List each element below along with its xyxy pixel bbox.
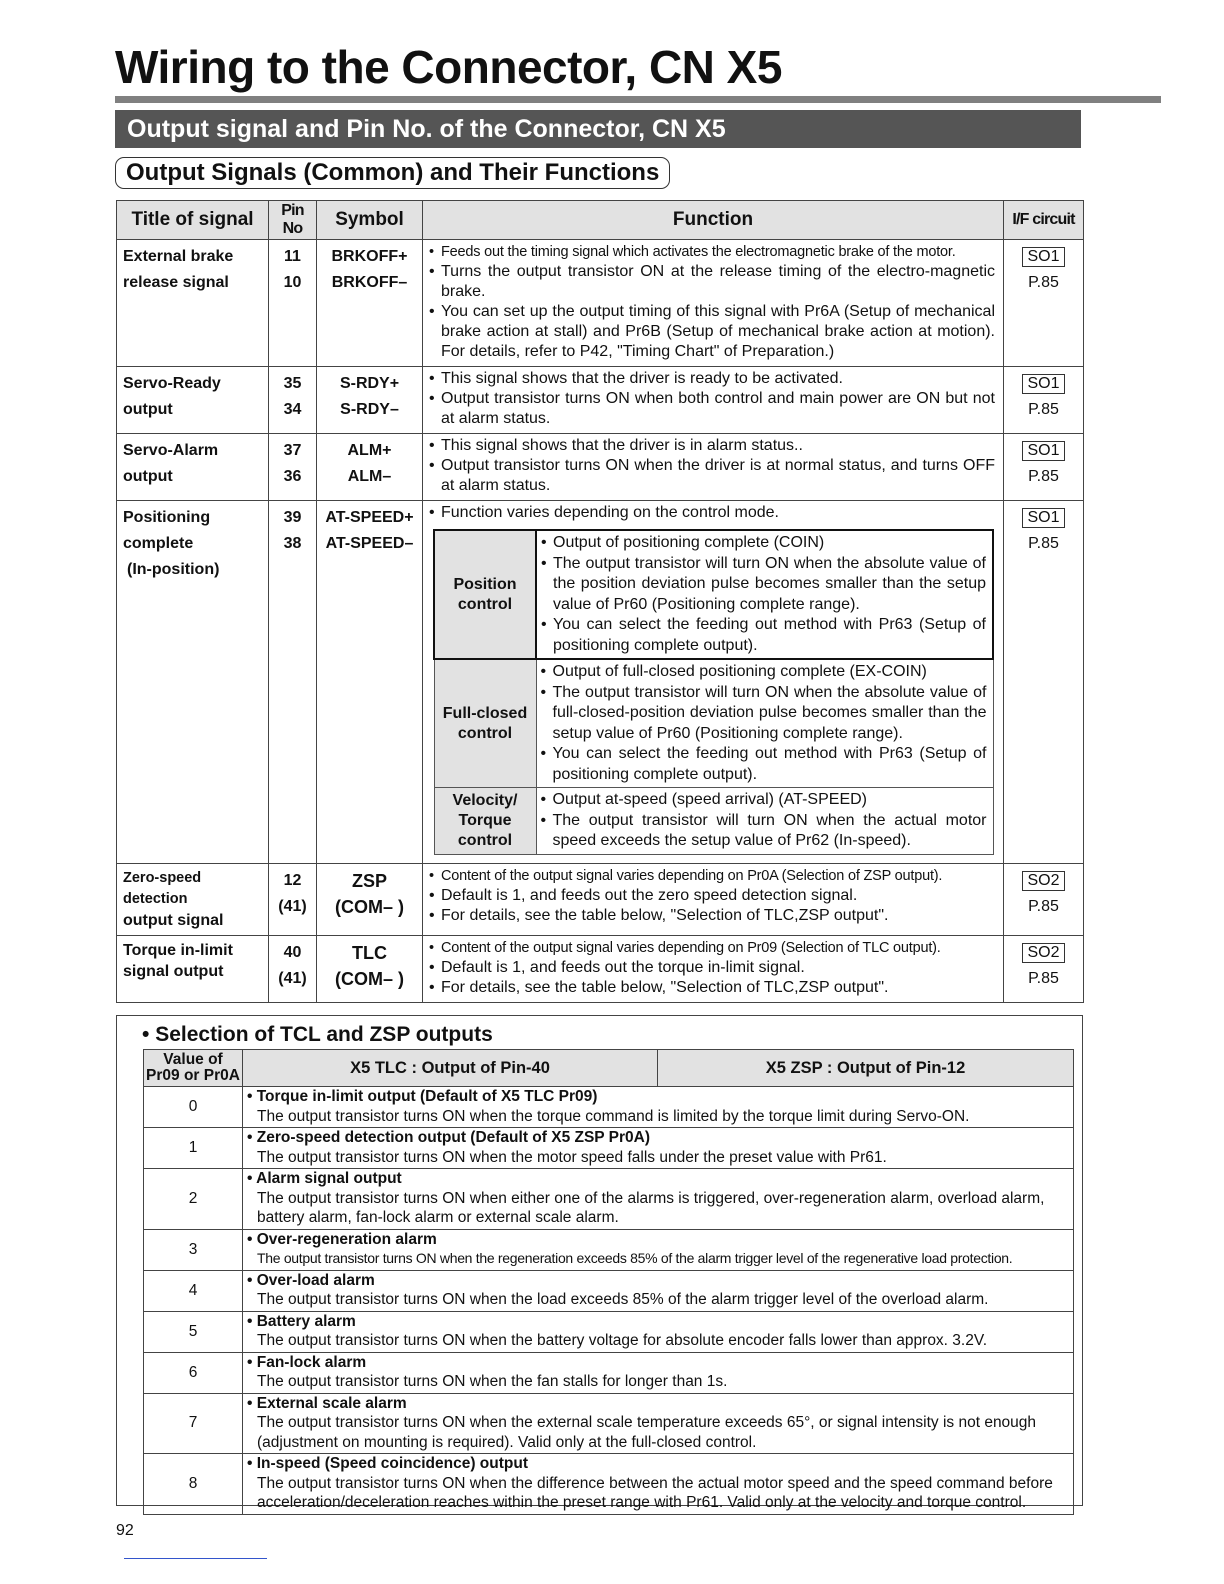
header-symbol: Symbol	[317, 201, 423, 240]
if-circuit	[1004, 434, 1084, 501]
pin-no	[269, 935, 317, 1002]
option-description: The output transistor turns ON when the motor speed falls under the preset value with Pr61.	[257, 1148, 887, 1166]
table-header-row	[117, 201, 1084, 240]
pin-value: 39	[283, 509, 302, 526]
option-heading-text: Fan-lock alarm	[256, 1353, 367, 1371]
page-title: Wiring to the Connector, CN X5	[115, 41, 782, 93]
title-line: (In-position)	[127, 561, 220, 578]
selection-row	[144, 1270, 1074, 1311]
header-zsp: X5 ZSP : Output of Pin-12	[658, 1050, 1074, 1087]
bullet: • For details, see the table below, "Selection of TLC,ZSP output".	[429, 978, 995, 998]
signal-title	[117, 367, 269, 434]
bullet: • Output transistor turns ON when both control and main power are ON but not at alarm status.	[429, 390, 995, 427]
description-cell	[243, 1128, 1074, 1169]
value-cell: 3	[144, 1229, 243, 1270]
title-line: External brake	[123, 248, 234, 265]
footer-rule	[124, 1558, 267, 1559]
title-line: complete	[123, 535, 194, 552]
table-row	[117, 240, 1084, 367]
title-line: Servo-Alarm	[123, 442, 219, 459]
symbol-value: S-RDY–	[340, 401, 399, 418]
bullet-text: Content of the output signal varies depending on Pr0A (Selection of ZSP output).	[441, 867, 943, 884]
table-row	[117, 501, 1084, 864]
table-row	[117, 367, 1084, 434]
bullet: • Output transistor turns ON when the driver is at normal status, and turns OFF at alarm status.	[429, 457, 995, 494]
bullet-text: Feeds out the timing signal which activates the electromagnetic brake of the motor.	[441, 244, 956, 260]
pin-no	[269, 501, 317, 864]
circuit-code: SO1	[1022, 247, 1064, 267]
bullet-text: Content of the output signal varies depending on Pr09 (Selection of TLC output).	[441, 939, 941, 956]
bullet: • Feeds out the timing signal which activates the electromagnetic brake of the motor.	[429, 242, 995, 262]
bullet-text: Function varies depending on the control mode.	[441, 504, 779, 521]
value-cell: 6	[144, 1352, 243, 1393]
option-description: The output transistor turns ON when the difference between the actual motor speed and the speed command before acceleration/deceleration reaches within the preset range with Pr61. Valid only at the velocity and torque control.	[257, 1474, 1053, 1511]
mode-row	[434, 530, 993, 659]
bullet: • The output transistor will turn ON when the absolute value of full-closed-position deviation pulse becomes smaller than the setup value of Pr60 (Positioning complete range).	[541, 683, 987, 745]
function	[423, 240, 1004, 367]
symbol	[317, 935, 423, 1002]
option-heading: • Alarm signal output	[247, 1170, 402, 1187]
title-line: output	[123, 401, 173, 418]
symbol	[317, 863, 423, 935]
pin-value: 11	[284, 248, 301, 265]
selection-row	[144, 1087, 1074, 1128]
mode-desc	[536, 530, 993, 659]
control-mode-table	[433, 529, 994, 855]
header-line: Pr09 or Pr0A	[146, 1067, 240, 1084]
bullet-text: You can select the feeding out method with Pr63 (Setup of positioning complete output).	[552, 745, 987, 783]
title-rule	[115, 96, 1161, 103]
pin-no	[269, 367, 317, 434]
function	[423, 434, 1004, 501]
mode-name	[434, 659, 536, 788]
bullet-text: You can select the feeding out method with Pr63 (Setup of positioning complete output).	[553, 616, 986, 654]
option-heading-text: Over-regeneration alarm	[256, 1230, 437, 1248]
page-ref: P.85	[1028, 468, 1059, 485]
symbol	[317, 367, 423, 434]
mode-name-line: Full-closed	[442, 704, 528, 722]
if-circuit	[1004, 935, 1084, 1002]
title-line: Zero-speed	[123, 869, 202, 886]
bullet-text: Default is 1, and feeds out the torque in-limit signal.	[441, 958, 805, 976]
bullet-text: For details, see the table below, "Selection of TLC,ZSP output".	[441, 978, 889, 996]
bullet: • Function varies depending on the control mode.	[429, 503, 995, 523]
circuit-code: SO1	[1022, 441, 1064, 461]
bullet-text: The output transistor will turn ON when the actual motor speed exceeds the setup value of Pr62 (In-speed).	[552, 811, 987, 849]
subsection-heading: Output Signals (Common) and Their Functions	[115, 157, 670, 189]
bullet-text: Turns the output transistor ON at the release timing of the electro-magnetic brake.	[441, 263, 995, 300]
symbol-value: ALM+	[347, 442, 392, 459]
circuit-code: SO1	[1022, 374, 1064, 394]
output-signals-table	[116, 200, 1084, 1003]
function	[423, 863, 1004, 935]
bullet: • Content of the output signal varies depending on Pr0A (Selection of ZSP output).	[429, 866, 995, 886]
selection-title: • Selection of TCL and ZSP outputs	[142, 1023, 493, 1046]
option-description: The output transistor turns ON when the external scale temperature exceeds 65°, or signal intensity is not enough (adjustment on mounting is required). Valid only at the full-closed control.	[257, 1414, 1037, 1451]
option-description: The output transistor turns ON when the torque command is limited by the torque limit during Servo-ON.	[257, 1107, 970, 1125]
option-description: The output transistor turns ON when the load exceeds 85% of the alarm trigger level of the overload alarm.	[257, 1291, 989, 1308]
symbol-value: ZSP	[351, 870, 387, 891]
option-heading-text: External scale alarm	[256, 1394, 407, 1412]
symbol-value: (COM– )	[335, 896, 404, 917]
symbol-value: AT-SPEED+	[325, 509, 414, 526]
option-description: The output transistor turns ON when the regeneration exceeds 85% of the alarm trigger level of the regenerative load protection.	[257, 1250, 1013, 1266]
symbol-value: BRKOFF+	[331, 248, 408, 265]
title-line: output	[123, 468, 173, 485]
circuit-code: SO2	[1022, 871, 1064, 891]
header-line: Value of	[163, 1051, 223, 1068]
signal-title	[117, 863, 269, 935]
option-description: The output transistor turns ON when either one of the alarms is triggered, over-regeneration alarm, overload alarm, battery alarm, fan-lock alarm or external scale alarm.	[257, 1189, 1045, 1226]
mode-desc	[536, 659, 993, 788]
mode-name	[434, 530, 536, 659]
option-heading-text: In-speed (Speed coincidence) output	[256, 1455, 529, 1472]
table-row	[117, 935, 1084, 1002]
page-ref: P.85	[1028, 535, 1059, 552]
option-heading-text: Zero-speed detection output (Default of X5 ZSP Pr0A)	[256, 1129, 651, 1146]
bullet-text: This signal shows that the driver is in alarm status..	[441, 437, 803, 454]
selection-row	[144, 1128, 1074, 1169]
page-ref: P.85	[1028, 897, 1059, 915]
mode-name-line: Position	[453, 575, 517, 593]
value-cell: 0	[144, 1087, 243, 1128]
function	[423, 501, 1004, 864]
bullet: • Output of full-closed positioning complete (EX-COIN)	[541, 662, 987, 683]
bullet-text: The output transistor will turn ON when the absolute value of the position deviation pulse becomes smaller than the setup value of Pr60 (Positioning complete range).	[553, 554, 986, 613]
mode-name-line: control	[457, 595, 513, 613]
description-cell	[243, 1393, 1074, 1454]
option-heading: • Zero-speed detection output (Default of X5 ZSP Pr0A)	[247, 1129, 651, 1146]
symbol-value: AT-SPEED–	[325, 535, 414, 552]
description-cell	[243, 1352, 1074, 1393]
bullet-text: Default is 1, and feeds out the zero speed detection signal.	[441, 886, 858, 904]
pin-value: 12	[283, 871, 302, 889]
option-heading: • Torque in-limit output (Default of X5 TLC Pr09)	[247, 1088, 598, 1105]
header-function: Function	[423, 201, 1004, 240]
circuit-code: SO2	[1022, 943, 1064, 963]
option-heading: • External scale alarm	[247, 1394, 407, 1412]
signal-title	[117, 501, 269, 864]
description-cell	[243, 1270, 1074, 1311]
selection-table	[143, 1049, 1074, 1515]
bullet: • Turns the output transistor ON at the release timing of the electro-magnetic brake.	[429, 263, 995, 300]
title-line: release signal	[123, 274, 229, 291]
selection-title-text: Selection of TCL and ZSP outputs	[155, 1023, 493, 1046]
bullet: • You can set up the output timing of this signal with Pr6A (Setup of mechanical brake action at stall) and Pr6B (Setup of mechanical brake action at motion). For details, refer to P42, "Timing Chart" of Preparation.)	[429, 303, 995, 360]
option-heading-text: Alarm signal output	[256, 1170, 402, 1187]
bullet-text: Output of full-closed positioning complete (EX-COIN)	[552, 663, 927, 680]
selection-row	[144, 1454, 1074, 1515]
bullet-text: You can set up the output timing of this signal with Pr6A (Setup of mechanical brake action at stall) and Pr6B (Setup of mechanical brake action at motion). For details, refer to P42, "Timing Chart" of Preparation.)	[441, 303, 995, 360]
page-number: 92	[116, 1522, 134, 1539]
bullet: • This signal shows that the driver is in alarm status..	[429, 436, 995, 456]
bullet-text: For details, see the table below, "Selection of TLC,ZSP output".	[441, 906, 889, 924]
description-cell	[243, 1229, 1074, 1270]
symbol	[317, 240, 423, 367]
page-ref: P.85	[1028, 274, 1059, 291]
header-title: Title of signal	[117, 201, 269, 240]
value-cell: 5	[144, 1311, 243, 1352]
title-line: detection	[123, 890, 188, 907]
mode-name-line: control	[457, 724, 513, 742]
if-circuit	[1004, 501, 1084, 864]
header-if: I/F circuit	[1004, 201, 1084, 240]
symbol	[317, 501, 423, 864]
function	[423, 935, 1004, 1002]
symbol-value: ALM–	[347, 468, 392, 485]
bullet-text: Output transistor turns ON when both control and main power are ON but not at alarm status.	[441, 390, 995, 427]
bullet: • Default is 1, and feeds out the zero speed detection signal.	[429, 886, 995, 906]
selection-row	[144, 1352, 1074, 1393]
mode-name-line: control	[457, 831, 513, 849]
pin-value: 37	[283, 442, 302, 459]
description-cell	[243, 1087, 1074, 1128]
selection-row	[144, 1169, 1074, 1230]
option-description: The output transistor turns ON when the battery voltage for absolute encoder falls lower than approx. 3.2V.	[257, 1332, 988, 1349]
option-description: The output transistor turns ON when the fan stalls for longer than 1s.	[257, 1373, 728, 1390]
table-row	[117, 863, 1084, 935]
title-line: output signal	[123, 911, 224, 929]
bullet: • The output transistor will turn ON when the actual motor speed exceeds the setup value of Pr62 (In-speed).	[541, 811, 987, 852]
mode-row	[434, 659, 993, 788]
pin-value: 40	[283, 943, 302, 961]
signal-title	[117, 240, 269, 367]
pin-value: 10	[283, 274, 302, 291]
option-heading-text: Battery alarm	[256, 1312, 356, 1330]
description-cell	[243, 1311, 1074, 1352]
symbol-value: S-RDY+	[339, 375, 400, 392]
function	[423, 367, 1004, 434]
bullet-text: The output transistor will turn ON when the absolute value of full-closed-position deviation pulse becomes smaller than the setup value of Pr60 (Positioning complete range).	[552, 683, 987, 742]
bullet-text: Output of positioning complete (COIN)	[553, 534, 825, 551]
symbol-value: TLC	[352, 942, 387, 963]
title-line: signal output	[123, 962, 224, 980]
description-cell	[243, 1454, 1074, 1515]
bullet: • Output of positioning complete (COIN)	[541, 533, 986, 554]
option-heading-text: Over-load alarm	[256, 1271, 375, 1289]
bullet: • For details, see the table below, "Selection of TLC,ZSP output".	[429, 906, 995, 926]
option-heading: • Over-load alarm	[247, 1271, 375, 1289]
pin-value: (41)	[278, 969, 307, 987]
value-cell: 7	[144, 1393, 243, 1454]
signal-title	[117, 935, 269, 1002]
signal-title	[117, 434, 269, 501]
bullet: • Default is 1, and feeds out the torque in-limit signal.	[429, 958, 995, 978]
circuit-code: SO1	[1022, 508, 1064, 528]
option-heading: • Over-regeneration alarm	[247, 1230, 437, 1248]
description-cell	[243, 1169, 1074, 1230]
if-circuit	[1004, 240, 1084, 367]
symbol-value: BRKOFF–	[331, 274, 408, 291]
value-cell: 8	[144, 1454, 243, 1515]
symbol	[317, 434, 423, 501]
value-cell: 1	[144, 1128, 243, 1169]
mode-row	[434, 788, 993, 855]
value-cell: 4	[144, 1270, 243, 1311]
header-value	[144, 1050, 243, 1087]
header-pin: Pin No	[269, 201, 317, 240]
section-heading: Output signal and Pin No. of the Connector, CN X5	[115, 110, 1081, 148]
selection-row	[144, 1311, 1074, 1352]
if-circuit	[1004, 367, 1084, 434]
bullet-text: Output at-speed (speed arrival) (AT-SPEED)	[552, 791, 867, 808]
option-heading: • Fan-lock alarm	[247, 1353, 367, 1371]
option-heading: • Battery alarm	[247, 1312, 356, 1330]
title-line: Torque in-limit	[123, 941, 233, 959]
pin-value: 36	[283, 468, 302, 485]
selection-row	[144, 1229, 1074, 1270]
pin-value: 38	[283, 535, 302, 552]
mode-desc	[536, 788, 993, 855]
title-line: Positioning	[123, 509, 211, 526]
mode-name-line: Velocity/	[452, 791, 518, 809]
header-tlc: X5 TLC : Output of Pin-40	[243, 1050, 658, 1087]
pin-value: 34	[283, 401, 302, 418]
title-line: Servo-Ready	[123, 375, 221, 392]
bullet: • You can select the feeding out method with Pr63 (Setup of positioning complete output).	[541, 744, 987, 785]
pin-no	[269, 434, 317, 501]
bullet: • Output at-speed (speed arrival) (AT-SPEED)	[541, 790, 987, 811]
page-ref: P.85	[1028, 969, 1059, 987]
value-cell: 2	[144, 1169, 243, 1230]
mode-name-line: Torque	[458, 811, 512, 829]
bullet-text: This signal shows that the driver is ready to be activated.	[441, 370, 843, 387]
bullet: • The output transistor will turn ON when the absolute value of the position deviation pulse becomes smaller than the setup value of Pr60 (Positioning complete range).	[541, 554, 986, 616]
bullet: • You can select the feeding out method with Pr63 (Setup of positioning complete output).	[541, 615, 986, 656]
pin-no	[269, 863, 317, 935]
if-circuit	[1004, 863, 1084, 935]
page-ref: P.85	[1028, 401, 1059, 418]
table-row	[117, 434, 1084, 501]
bullet: • Content of the output signal varies depending on Pr09 (Selection of TLC output).	[429, 938, 995, 958]
pin-value: (41)	[278, 897, 307, 915]
bullet-text: Output transistor turns ON when the driver is at normal status, and turns OFF at alarm status.	[441, 457, 995, 494]
option-heading: • In-speed (Speed coincidence) output	[247, 1455, 529, 1472]
option-heading-text: Torque in-limit output (Default of X5 TLC Pr09)	[256, 1088, 598, 1105]
pin-value: 35	[283, 375, 302, 392]
symbol-value: (COM– )	[335, 968, 404, 989]
mode-name	[434, 788, 536, 855]
selection-row	[144, 1393, 1074, 1454]
selection-header-row	[144, 1050, 1074, 1087]
pin-no	[269, 240, 317, 367]
bullet: • This signal shows that the driver is ready to be activated.	[429, 369, 995, 389]
